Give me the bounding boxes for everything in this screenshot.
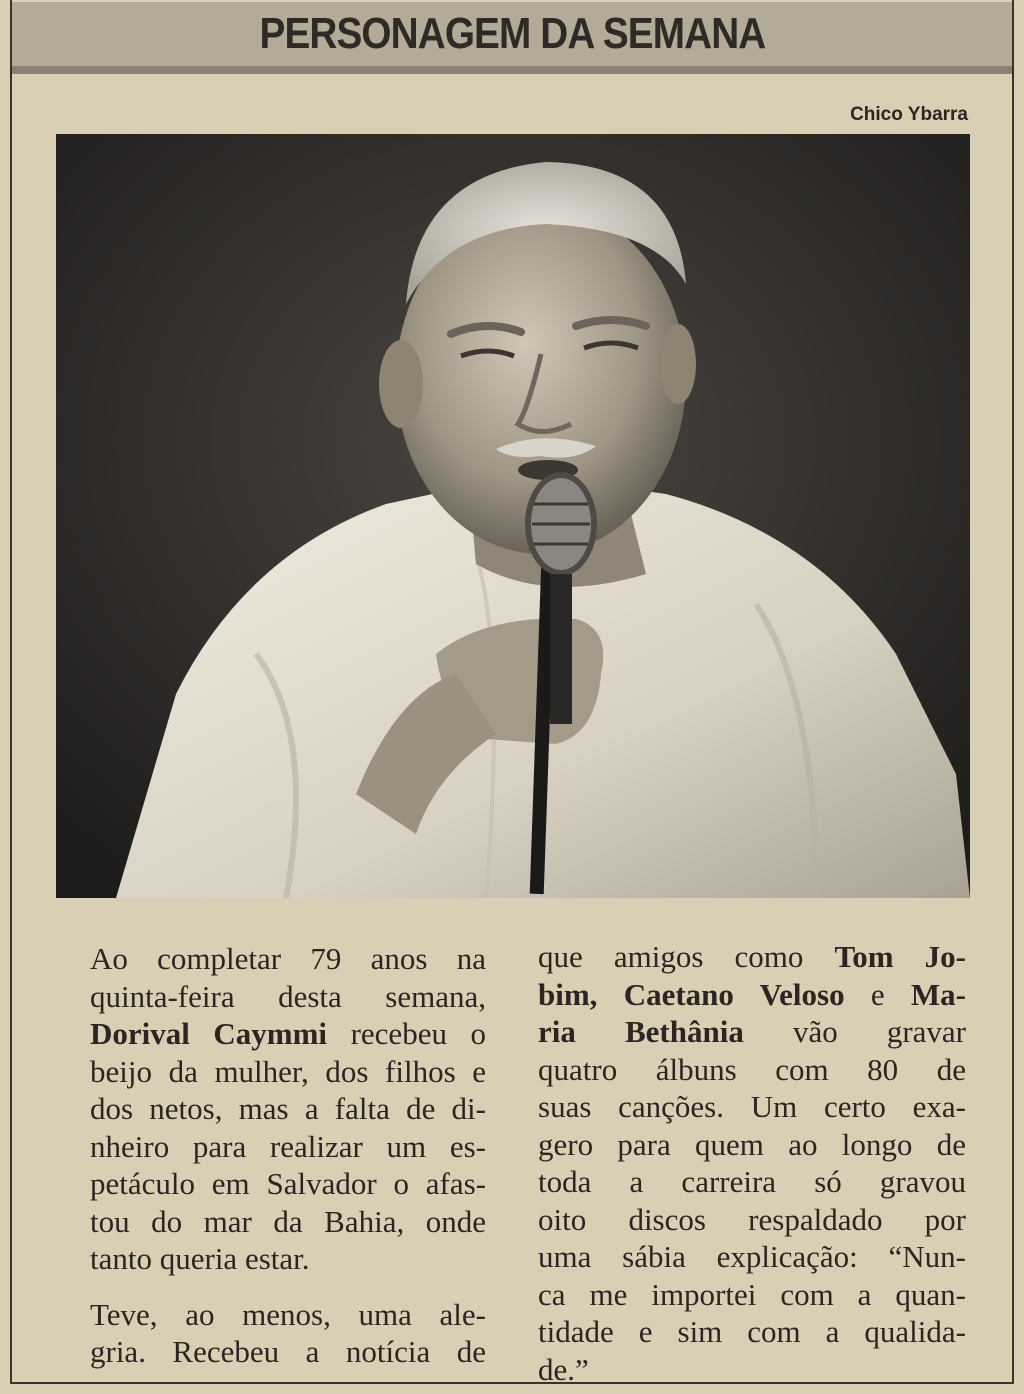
article-paragraph-2-continued xyxy=(538,938,966,1388)
text-line: tou do mar da Bahia, onde xyxy=(90,1203,486,1239)
text-line: quinta-feira desta semana, xyxy=(90,978,486,1014)
text-line: Teve, ao menos, uma ale- xyxy=(90,1296,486,1332)
portrait-illustration xyxy=(56,134,970,898)
text-fragment: que amigos como xyxy=(538,939,835,974)
text-line: uma sábia explicação: “Nun- xyxy=(538,1239,966,1274)
text-line: gria. Recebeu a notícia de xyxy=(90,1334,486,1369)
article-paragraph-2 xyxy=(58,1296,486,1371)
text-line: suas canções. Um certo exa- xyxy=(538,1089,966,1124)
text-line: petáculo em Salvador o afas- xyxy=(90,1166,486,1201)
text-line xyxy=(538,938,966,976)
person-name: ria Bethânia xyxy=(538,1014,744,1049)
text-line: Ao completar 79 anos na xyxy=(90,941,486,976)
text-line: quatro álbuns com 80 de xyxy=(538,1051,966,1087)
person-name: Dorival Caymmi xyxy=(90,1016,328,1051)
text-line: ca me importei com a quan- xyxy=(538,1276,966,1312)
text-line: gero para quem ao longo de xyxy=(538,1126,966,1162)
text-line: dos netos, mas a falta de di- xyxy=(90,1091,486,1126)
text-line xyxy=(538,976,966,1014)
article-paragraph-1 xyxy=(58,940,486,1278)
text-line: de.” xyxy=(538,1351,589,1387)
text-fragment: vão gravar xyxy=(743,1014,966,1049)
section-title: PERSONAGEM DA SEMANA xyxy=(259,9,765,58)
text-fragment: recebeu o xyxy=(327,1016,486,1051)
photo-credit: Chico Ybarra xyxy=(850,104,968,125)
text-line: tidade e sim com a qualida- xyxy=(538,1314,966,1349)
person-name: Ma- xyxy=(910,976,966,1012)
text-line: nheiro para realizar um es- xyxy=(90,1128,486,1164)
portrait-photo xyxy=(56,134,970,898)
text-fragment: e xyxy=(844,976,911,1012)
text-line xyxy=(58,1015,486,1053)
text-line: tanto queria estar. xyxy=(90,1241,310,1276)
text-line: oito discos respaldado por xyxy=(538,1201,966,1237)
person-name: Tom Jo- xyxy=(834,939,966,974)
article-column-left xyxy=(58,940,486,1371)
text-line: beijo da mulher, dos filhos e xyxy=(90,1053,486,1089)
text-line xyxy=(538,1013,966,1051)
section-header xyxy=(12,2,1012,74)
person-name: bim, Caetano Veloso xyxy=(538,976,845,1012)
text-line: toda a carreira só gravou xyxy=(538,1164,966,1199)
article-column-right xyxy=(538,938,966,1388)
